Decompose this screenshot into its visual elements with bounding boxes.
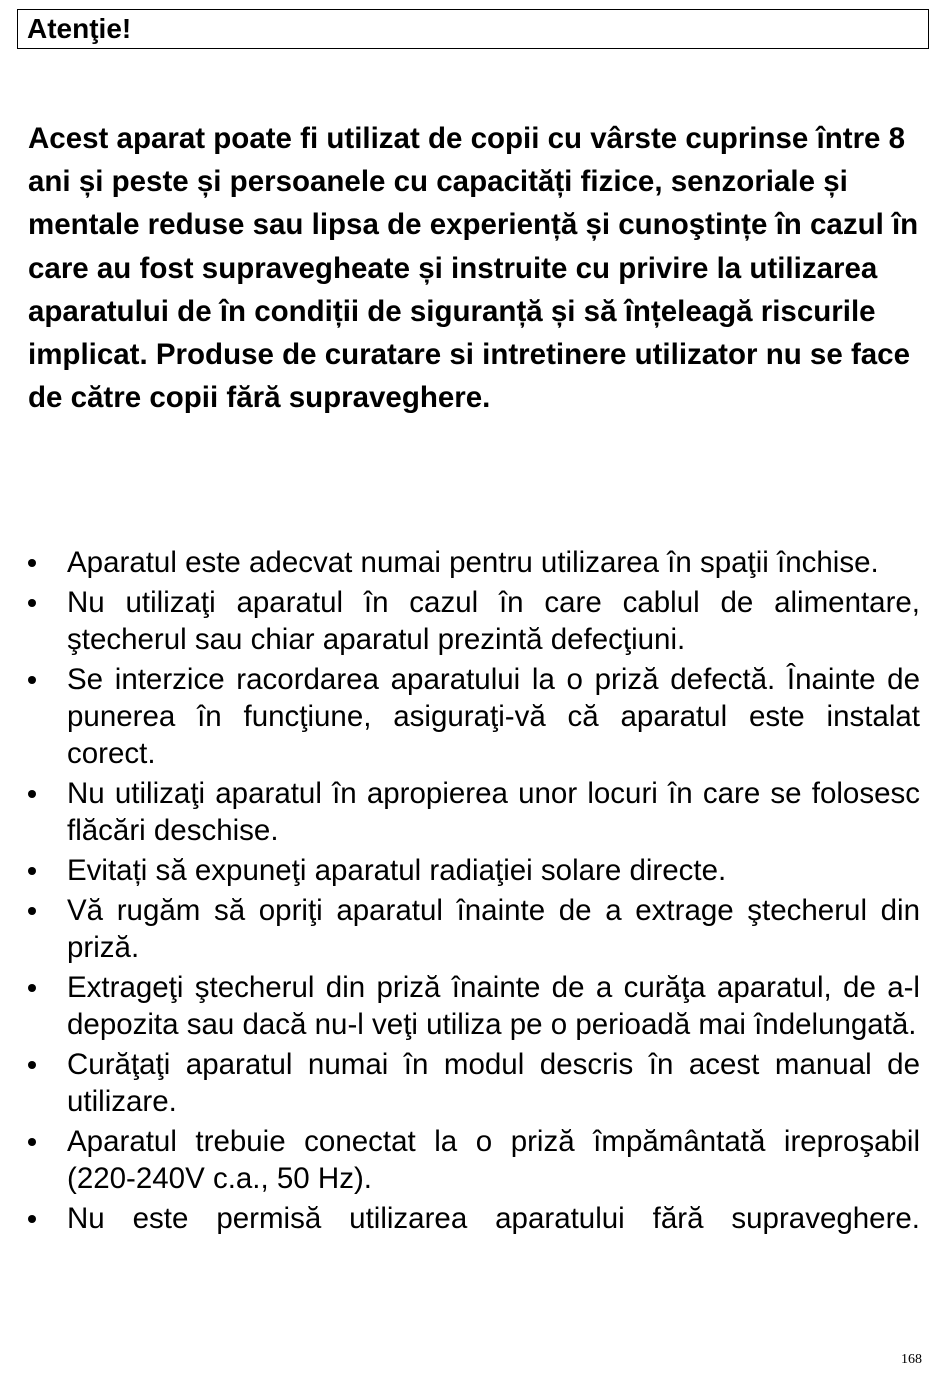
list-item-text: Nu este permisă utilizarea aparatului fără supraveghere. bbox=[67, 1202, 920, 1235]
list-item bbox=[28, 1123, 920, 1197]
list-item bbox=[28, 1046, 920, 1120]
bullet-icon bbox=[28, 1215, 36, 1223]
list-item-text: Vă rugăm să opriţi aparatul înainte de a extrage ştecherul din priză. bbox=[67, 894, 920, 964]
list-item-text: Aparatul este adecvat numai pentru utilizarea în spaţii închise. bbox=[67, 546, 879, 579]
list-item bbox=[28, 852, 920, 889]
warning-title: Atenţie! bbox=[27, 13, 132, 44]
bullet-icon bbox=[28, 559, 36, 567]
bullet-icon bbox=[28, 984, 36, 992]
bullet-icon bbox=[28, 867, 36, 875]
list-item-text: Aparatul trebuie conectat la o priză împământată ireproşabil (220-240V c.a., 50 Hz). bbox=[67, 1125, 920, 1195]
warning-title-box bbox=[17, 9, 929, 49]
list-item-text: Nu utilizaţi aparatul în cazul în care cablul de alimentare, ştecherul sau chiar aparatul prezintă defecţiuni. bbox=[67, 586, 920, 656]
list-item-text: Nu utilizaţi aparatul în apropierea unor locuri în care se folosesc flăcări deschise. bbox=[67, 777, 920, 847]
bullet-icon bbox=[28, 676, 36, 684]
bullet-icon bbox=[28, 1138, 36, 1146]
bullet-icon bbox=[28, 907, 36, 915]
bullet-icon bbox=[28, 790, 36, 798]
list-item-text: Evitați să expuneţi aparatul radiaţiei solare directe. bbox=[67, 854, 727, 887]
page-number: 168 bbox=[901, 1352, 922, 1367]
list-item bbox=[28, 544, 920, 581]
list-item-text: Se interzice racordarea aparatului la o priză defectă. Înainte de punerea în funcţiune, asiguraţi-vă că aparatul este instalat corect. bbox=[67, 663, 920, 770]
safety-rules-list bbox=[28, 544, 920, 1240]
list-item bbox=[28, 775, 920, 849]
list-item bbox=[28, 969, 920, 1043]
warning-paragraph: Acest aparat poate fi utilizat de copii cu vârste cuprinse între 8 ani și peste și persoanele cu capacități fizice, senzoriale și mentale reduse sau lipsa de experiență și cunoştințe în cazul în care au fost supravegheate și instruite cu privire la utilizarea aparatului de în condiții de siguranță și să înțeleagă riscurile implicat. Produse de curatare si intretinere utilizator nu se face de către copii fără supraveghere. bbox=[28, 122, 919, 415]
list-item-text: Curăţaţi aparatul numai în modul descris în acest manual de utilizare. bbox=[67, 1048, 920, 1118]
list-item bbox=[28, 584, 920, 658]
list-item-text: Extrageţi ştecherul din priză înainte de a curăţa aparatul, de a-l depozita sau dacă nu-l veţi utiliza pe o perioadă mai îndelungată. bbox=[67, 971, 920, 1041]
list-item bbox=[28, 892, 920, 966]
list-item bbox=[28, 1200, 920, 1237]
list-item bbox=[28, 661, 920, 772]
bullet-icon bbox=[28, 599, 36, 607]
bullet-icon bbox=[28, 1061, 36, 1069]
